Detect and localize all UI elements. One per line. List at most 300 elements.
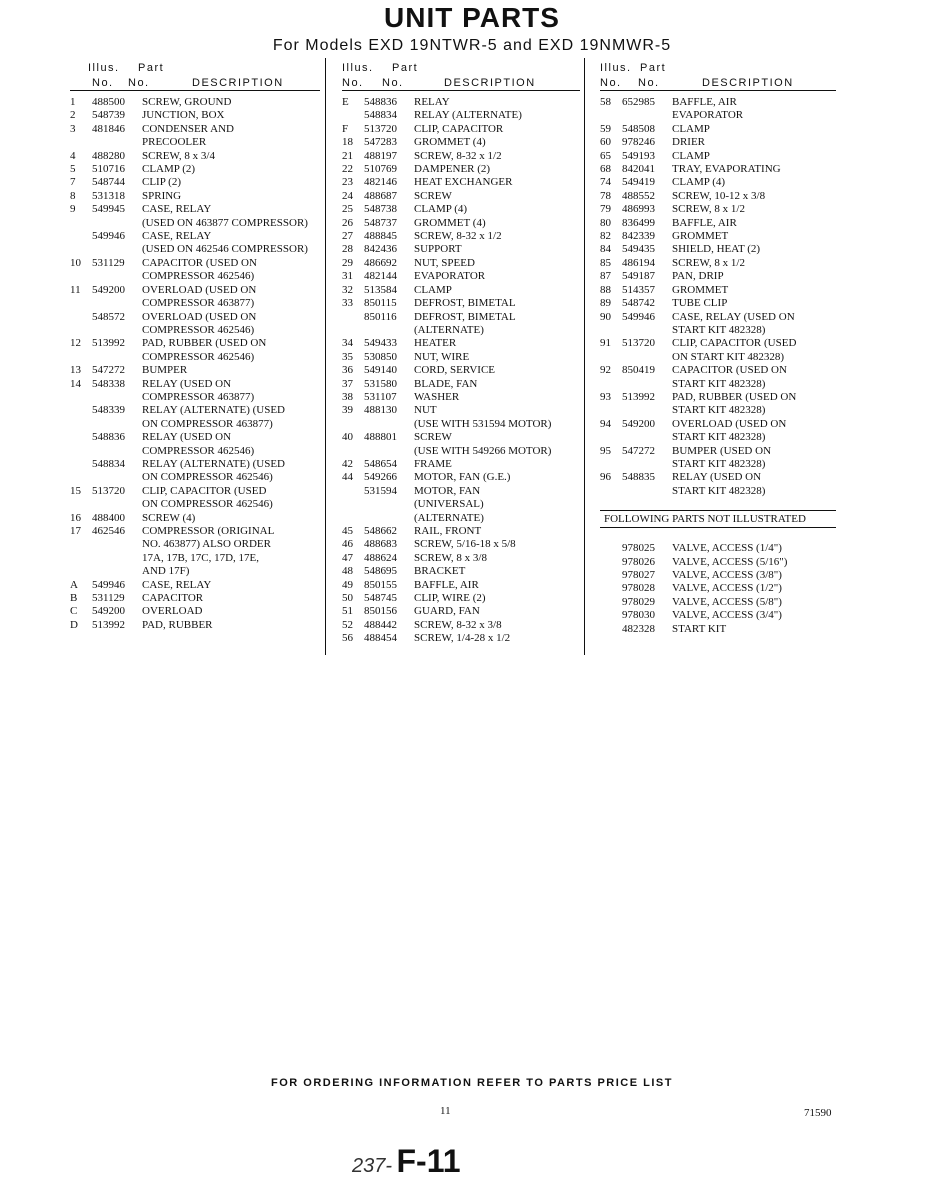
part-description: SCREW bbox=[414, 189, 452, 202]
illus-number: 65 bbox=[600, 149, 611, 162]
part-row bbox=[70, 311, 320, 324]
illus-number bbox=[342, 418, 364, 431]
part-description: SCREW, 8-32 x 3/8 bbox=[414, 618, 502, 631]
part-description: BUMPER (USED ON bbox=[672, 444, 772, 457]
part-number: 548662 bbox=[364, 525, 397, 537]
part-row bbox=[70, 619, 320, 632]
illus-number bbox=[70, 404, 92, 417]
part-description: CAPACITOR (USED ON bbox=[672, 364, 787, 377]
part-number: 547272 bbox=[92, 364, 125, 377]
part-row bbox=[342, 458, 580, 471]
part-row bbox=[70, 605, 320, 618]
part-row bbox=[70, 498, 320, 511]
part-row bbox=[600, 542, 836, 555]
illus-number bbox=[600, 609, 622, 622]
part-description: PAN, DRIP bbox=[672, 270, 724, 283]
part-row bbox=[600, 284, 836, 297]
part-number: 513992 bbox=[92, 337, 125, 350]
part-row bbox=[342, 337, 580, 350]
part-row bbox=[342, 243, 580, 256]
part-number: 548742 bbox=[622, 297, 655, 310]
part-row bbox=[70, 257, 320, 270]
part-number bbox=[92, 552, 142, 565]
illus-number: 16 bbox=[70, 511, 81, 524]
part-number: 531129 bbox=[92, 592, 125, 605]
part-description: GROMMET bbox=[672, 283, 729, 296]
part-number bbox=[364, 498, 414, 511]
illus-number bbox=[70, 565, 92, 578]
illus-number: 96 bbox=[600, 471, 611, 484]
part-number: 978246 bbox=[622, 136, 655, 149]
part-number: 548739 bbox=[92, 109, 125, 122]
header-illus: Illus. bbox=[88, 62, 120, 74]
part-row bbox=[70, 297, 320, 310]
part-row bbox=[70, 190, 320, 203]
part-number bbox=[622, 485, 672, 498]
part-description: DEFROST, BIMETAL bbox=[414, 297, 516, 310]
part-number: 488624 bbox=[364, 551, 397, 564]
part-number bbox=[92, 297, 142, 310]
illus-number: 4 bbox=[70, 149, 76, 162]
part-number: 548835 bbox=[622, 471, 655, 484]
part-row bbox=[70, 203, 320, 216]
illus-number: 92 bbox=[600, 364, 611, 377]
part-row bbox=[600, 324, 836, 337]
part-description: VALVE, ACCESS (5/8") bbox=[672, 595, 782, 608]
part-description: VALVE, ACCESS (3/8") bbox=[672, 569, 782, 581]
part-number bbox=[622, 109, 672, 122]
illus-number: E bbox=[342, 96, 349, 108]
illus-number: 14 bbox=[70, 377, 81, 390]
header-illus-no: No. bbox=[600, 77, 622, 89]
part-row bbox=[342, 351, 580, 364]
part-description: DRIER bbox=[672, 136, 705, 149]
part-description: TUBE CLIP bbox=[672, 297, 728, 310]
part-row bbox=[600, 311, 836, 324]
part-description: BAFFLE, AIR bbox=[672, 96, 737, 108]
part-row bbox=[600, 351, 836, 364]
part-description: VALVE, ACCESS (5/16") bbox=[672, 555, 788, 568]
part-row bbox=[342, 284, 580, 297]
part-number: 513720 bbox=[92, 484, 125, 497]
part-row bbox=[342, 96, 580, 109]
part-number bbox=[92, 351, 142, 364]
part-row bbox=[600, 445, 836, 458]
part-row bbox=[70, 230, 320, 243]
illus-number: 48 bbox=[342, 565, 353, 578]
illus-number: 15 bbox=[70, 484, 81, 497]
part-description: CLAMP bbox=[414, 283, 452, 296]
parts-column-1 bbox=[70, 62, 320, 632]
part-description: PRECOOLER bbox=[142, 136, 207, 149]
part-description: CLIP (2) bbox=[142, 176, 182, 189]
illus-number bbox=[600, 623, 622, 636]
illus-number bbox=[342, 498, 364, 511]
part-description: MOTOR, FAN (G.E.) bbox=[414, 471, 511, 484]
part-number: 978030 bbox=[622, 609, 655, 622]
illus-number: 58 bbox=[600, 96, 611, 108]
part-description: RELAY (USED ON bbox=[142, 377, 232, 390]
part-number: 842041 bbox=[622, 163, 655, 176]
part-description: COMPRESSOR 463877) bbox=[142, 390, 255, 403]
part-description: SCREW, 5/16-18 x 5/8 bbox=[414, 538, 516, 551]
part-row bbox=[600, 190, 836, 203]
part-number: 513720 bbox=[364, 122, 397, 135]
part-description: JUNCTION, BOX bbox=[142, 109, 225, 122]
part-number: 978029 bbox=[622, 595, 655, 608]
illus-number bbox=[342, 109, 364, 122]
part-number bbox=[364, 324, 414, 337]
parts-list bbox=[70, 96, 320, 632]
part-number: 482146 bbox=[364, 176, 397, 189]
part-description: (UNIVERSAL) bbox=[414, 498, 484, 511]
part-row bbox=[600, 230, 836, 243]
part-number: 548338 bbox=[92, 377, 125, 390]
part-description: SCREW, 8 x 1/2 bbox=[672, 203, 745, 216]
header-part-no: No. bbox=[638, 77, 660, 89]
part-number: 488130 bbox=[364, 404, 397, 417]
part-row bbox=[342, 136, 580, 149]
illus-number bbox=[70, 311, 92, 324]
parts-column-2 bbox=[342, 62, 580, 646]
illus-number: 28 bbox=[342, 243, 353, 256]
part-row bbox=[600, 582, 836, 595]
illus-number: 90 bbox=[600, 310, 611, 323]
illus-number bbox=[70, 538, 92, 551]
part-number: 488500 bbox=[92, 96, 125, 108]
part-description: CASE, RELAY bbox=[142, 203, 212, 216]
illus-number bbox=[70, 552, 92, 565]
part-description: VALVE, ACCESS (1/2") bbox=[672, 582, 782, 595]
part-description: OVERLOAD (USED ON bbox=[142, 310, 257, 323]
illus-number: 52 bbox=[342, 618, 353, 631]
part-row bbox=[600, 243, 836, 256]
part-number bbox=[92, 270, 142, 283]
part-number bbox=[92, 565, 142, 578]
part-description: GROMMET (4) bbox=[414, 136, 486, 149]
part-number: 510769 bbox=[364, 163, 397, 176]
section-code: F-11 bbox=[396, 1143, 461, 1179]
part-row bbox=[600, 471, 836, 484]
illus-number: 88 bbox=[600, 283, 611, 296]
part-row bbox=[70, 217, 320, 230]
illus-number: 74 bbox=[600, 176, 611, 189]
part-number: 850419 bbox=[622, 364, 655, 377]
part-description: CASE, RELAY (USED ON bbox=[672, 310, 795, 323]
part-description: PAD, RUBBER (USED ON bbox=[142, 337, 267, 350]
part-row bbox=[600, 270, 836, 283]
part-description: ON START KIT 482328) bbox=[672, 350, 785, 363]
not-illustrated-list bbox=[600, 542, 836, 636]
illus-number: 18 bbox=[342, 136, 353, 149]
illus-number: 25 bbox=[342, 203, 353, 216]
part-number: 548834 bbox=[364, 109, 397, 122]
part-description: CLIP, CAPACITOR (USED bbox=[142, 484, 267, 497]
column-divider bbox=[584, 58, 585, 655]
illus-number bbox=[342, 445, 364, 458]
part-description: PAD, RUBBER (USED ON bbox=[672, 390, 797, 403]
part-row bbox=[600, 163, 836, 176]
header-description: DESCRIPTION bbox=[444, 77, 536, 89]
part-number: 488400 bbox=[92, 511, 125, 524]
part-description: COMPRESSOR (ORIGINAL bbox=[142, 525, 275, 537]
illus-number: 11 bbox=[70, 283, 81, 296]
part-number: 548339 bbox=[92, 404, 125, 417]
part-number: 513992 bbox=[622, 390, 655, 403]
part-description: SCREW, 1/4-28 x 1/2 bbox=[414, 632, 511, 645]
part-row bbox=[600, 556, 836, 569]
illus-number: 82 bbox=[600, 230, 611, 243]
part-row bbox=[600, 109, 836, 122]
part-number: 850115 bbox=[364, 297, 397, 310]
part-number: 488454 bbox=[364, 632, 397, 645]
part-description: CONDENSER AND bbox=[142, 122, 234, 135]
part-description: SCREW, 8 x 3/8 bbox=[414, 551, 487, 564]
header-illus: Illus. bbox=[342, 62, 374, 74]
part-row bbox=[342, 471, 580, 484]
part-description: START KIT 482328) bbox=[672, 457, 766, 470]
part-row bbox=[70, 136, 320, 149]
part-description: START KIT 482328) bbox=[672, 484, 766, 497]
illus-number: 49 bbox=[342, 578, 353, 591]
part-row bbox=[342, 552, 580, 565]
illus-number bbox=[70, 445, 92, 458]
part-row bbox=[70, 565, 320, 578]
part-row bbox=[70, 176, 320, 189]
illus-number bbox=[70, 458, 92, 471]
header-part: Part bbox=[640, 62, 667, 74]
illus-number: 27 bbox=[342, 230, 353, 243]
part-row bbox=[600, 485, 836, 498]
part-description: WASHER bbox=[414, 390, 460, 403]
part-row bbox=[70, 364, 320, 377]
part-description: CLAMP (4) bbox=[414, 203, 468, 216]
part-number: 549946 bbox=[92, 230, 125, 243]
part-number: 549193 bbox=[622, 149, 655, 162]
illus-number: 5 bbox=[70, 163, 76, 176]
illus-number bbox=[342, 324, 364, 337]
part-description: CASE, RELAY bbox=[142, 230, 212, 243]
illus-number bbox=[600, 556, 622, 569]
part-row bbox=[600, 364, 836, 377]
part-row bbox=[600, 378, 836, 391]
illus-number bbox=[342, 311, 364, 324]
part-number: 462546 bbox=[92, 525, 125, 537]
illus-number: 34 bbox=[342, 337, 353, 350]
part-number bbox=[92, 136, 142, 149]
part-number bbox=[622, 378, 672, 391]
part-number: 488845 bbox=[364, 230, 397, 243]
part-row bbox=[342, 109, 580, 122]
header-part: Part bbox=[392, 62, 419, 74]
column-header bbox=[70, 62, 320, 92]
illus-number: 46 bbox=[342, 538, 353, 551]
part-description: (USE WITH 549266 MOTOR) bbox=[414, 444, 552, 457]
part-description: SCREW, 8-32 x 1/2 bbox=[414, 149, 502, 162]
part-description: NUT bbox=[414, 404, 437, 417]
part-row bbox=[70, 579, 320, 592]
illus-number bbox=[70, 471, 92, 484]
part-number: 549187 bbox=[622, 270, 655, 283]
illus-number: 93 bbox=[600, 390, 611, 403]
part-description: COMPRESSOR 462546) bbox=[142, 323, 255, 336]
header-description: DESCRIPTION bbox=[192, 77, 284, 89]
illus-number: C bbox=[70, 605, 78, 618]
part-description: CLAMP bbox=[672, 122, 710, 135]
illus-number bbox=[342, 485, 364, 498]
part-description: RELAY (USED ON bbox=[142, 431, 232, 444]
illus-number: 21 bbox=[342, 149, 353, 162]
part-row bbox=[600, 458, 836, 471]
part-number bbox=[92, 471, 142, 484]
part-number: 978027 bbox=[622, 569, 655, 581]
part-number: 842436 bbox=[364, 243, 397, 256]
part-row bbox=[70, 96, 320, 109]
part-description: (USE WITH 531594 MOTOR) bbox=[414, 417, 552, 430]
part-description: (USED ON 463877 COMPRESSOR) bbox=[142, 216, 308, 229]
part-description: BUMPER bbox=[142, 364, 188, 377]
part-row bbox=[342, 632, 580, 645]
part-description: PAD, RUBBER bbox=[142, 618, 213, 631]
part-row bbox=[342, 565, 580, 578]
header-part-no: No. bbox=[382, 77, 404, 89]
part-number: 549200 bbox=[92, 605, 125, 618]
part-number: 548834 bbox=[92, 457, 125, 470]
part-number: 547272 bbox=[622, 444, 655, 457]
header-description: DESCRIPTION bbox=[702, 77, 794, 89]
part-number bbox=[364, 512, 414, 525]
part-number: 488280 bbox=[92, 149, 125, 162]
part-row bbox=[70, 445, 320, 458]
part-number: 850156 bbox=[364, 605, 397, 618]
part-number: 850155 bbox=[364, 578, 397, 591]
part-number bbox=[622, 351, 672, 364]
illus-number: 79 bbox=[600, 203, 611, 216]
part-number: 549435 bbox=[622, 243, 655, 256]
part-number: 514357 bbox=[622, 283, 655, 296]
part-number: 481846 bbox=[92, 122, 125, 135]
part-row bbox=[600, 337, 836, 350]
part-description: EVAPORATOR bbox=[414, 270, 486, 283]
part-description: GROMMET bbox=[672, 230, 729, 243]
part-row bbox=[342, 364, 580, 377]
illus-number: 1 bbox=[70, 96, 76, 108]
illus-number bbox=[70, 431, 92, 444]
illus-number: D bbox=[70, 618, 78, 631]
page-number: 11 bbox=[440, 1105, 451, 1117]
part-description: START KIT 482328) bbox=[672, 323, 766, 336]
part-row bbox=[600, 136, 836, 149]
illus-number bbox=[70, 297, 92, 310]
part-row bbox=[600, 297, 836, 310]
part-description: NUT, SPEED bbox=[414, 256, 475, 269]
illus-number: 84 bbox=[600, 243, 611, 256]
part-row bbox=[342, 512, 580, 525]
part-number: 547283 bbox=[364, 136, 397, 149]
part-number: 482328 bbox=[622, 622, 655, 635]
header-rule bbox=[600, 90, 836, 91]
page-title: UNIT PARTS bbox=[384, 2, 560, 33]
part-row bbox=[342, 592, 580, 605]
part-description: SCREW, 8 x 1/2 bbox=[672, 256, 745, 269]
part-description: RELAY (ALTERNATE) (USED bbox=[142, 457, 285, 470]
part-number: 978026 bbox=[622, 555, 655, 568]
illus-number bbox=[600, 109, 622, 122]
part-number: 850116 bbox=[364, 310, 397, 323]
part-number: 652985 bbox=[622, 96, 655, 108]
part-row bbox=[70, 552, 320, 565]
part-description: RAIL, FRONT bbox=[414, 525, 482, 537]
illus-number: 59 bbox=[600, 122, 611, 135]
part-description: ON COMPRESSOR 463877) bbox=[142, 417, 273, 430]
part-description: VALVE, ACCESS (1/4") bbox=[672, 542, 782, 555]
part-description: EVAPORATOR bbox=[672, 109, 744, 122]
illus-number: 23 bbox=[342, 176, 353, 189]
part-number bbox=[92, 391, 142, 404]
part-description: START KIT 482328) bbox=[672, 404, 766, 417]
part-description: SHIELD, HEAT (2) bbox=[672, 243, 761, 256]
part-number: 549946 bbox=[622, 310, 655, 323]
part-number: 513992 bbox=[92, 618, 125, 631]
part-number bbox=[622, 431, 672, 444]
part-description: CLIP, CAPACITOR (USED bbox=[672, 337, 797, 350]
handwritten-number: 237- bbox=[352, 1155, 393, 1177]
illus-number: 68 bbox=[600, 163, 611, 176]
part-number: 548654 bbox=[364, 457, 397, 470]
illus-number: 32 bbox=[342, 283, 353, 296]
illus-number bbox=[70, 243, 92, 256]
illus-number: 91 bbox=[600, 337, 611, 350]
part-description: CLAMP (4) bbox=[672, 176, 726, 189]
part-description: CLIP, CAPACITOR bbox=[414, 122, 504, 135]
part-number bbox=[92, 217, 142, 230]
illus-number bbox=[600, 596, 622, 609]
part-row bbox=[342, 203, 580, 216]
part-number: 486993 bbox=[622, 203, 655, 216]
illus-number bbox=[70, 498, 92, 511]
part-row bbox=[600, 418, 836, 431]
part-description: COMPRESSOR 462546) bbox=[142, 270, 255, 283]
part-number: 531129 bbox=[92, 256, 125, 269]
illus-number: 35 bbox=[342, 350, 353, 363]
illus-number: 17 bbox=[70, 525, 81, 537]
part-number: 548836 bbox=[92, 431, 125, 444]
part-number: 549200 bbox=[92, 283, 125, 296]
part-number: 488683 bbox=[364, 538, 397, 551]
ordering-note: FOR ORDERING INFORMATION REFER TO PARTS PRICE LIST bbox=[271, 1077, 673, 1089]
part-row bbox=[600, 96, 836, 109]
illus-number: 31 bbox=[342, 270, 353, 283]
part-description: OVERLOAD (USED ON bbox=[142, 283, 257, 296]
part-row bbox=[600, 150, 836, 163]
illus-number: 33 bbox=[342, 297, 353, 310]
part-description: DEFROST, BIMETAL bbox=[414, 310, 516, 323]
part-description: GUARD, FAN bbox=[414, 605, 480, 618]
part-number bbox=[92, 324, 142, 337]
part-description: AND 17F) bbox=[142, 565, 190, 578]
part-description: SCREW, 8 x 3/4 bbox=[142, 149, 215, 162]
header-rule bbox=[70, 90, 320, 91]
part-number: 486692 bbox=[364, 256, 397, 269]
illus-number bbox=[70, 324, 92, 337]
illus-number bbox=[600, 485, 622, 498]
part-number bbox=[92, 418, 142, 431]
illus-number: F bbox=[342, 122, 349, 135]
part-row bbox=[70, 404, 320, 417]
part-row bbox=[70, 391, 320, 404]
part-row bbox=[600, 404, 836, 417]
part-row bbox=[70, 150, 320, 163]
